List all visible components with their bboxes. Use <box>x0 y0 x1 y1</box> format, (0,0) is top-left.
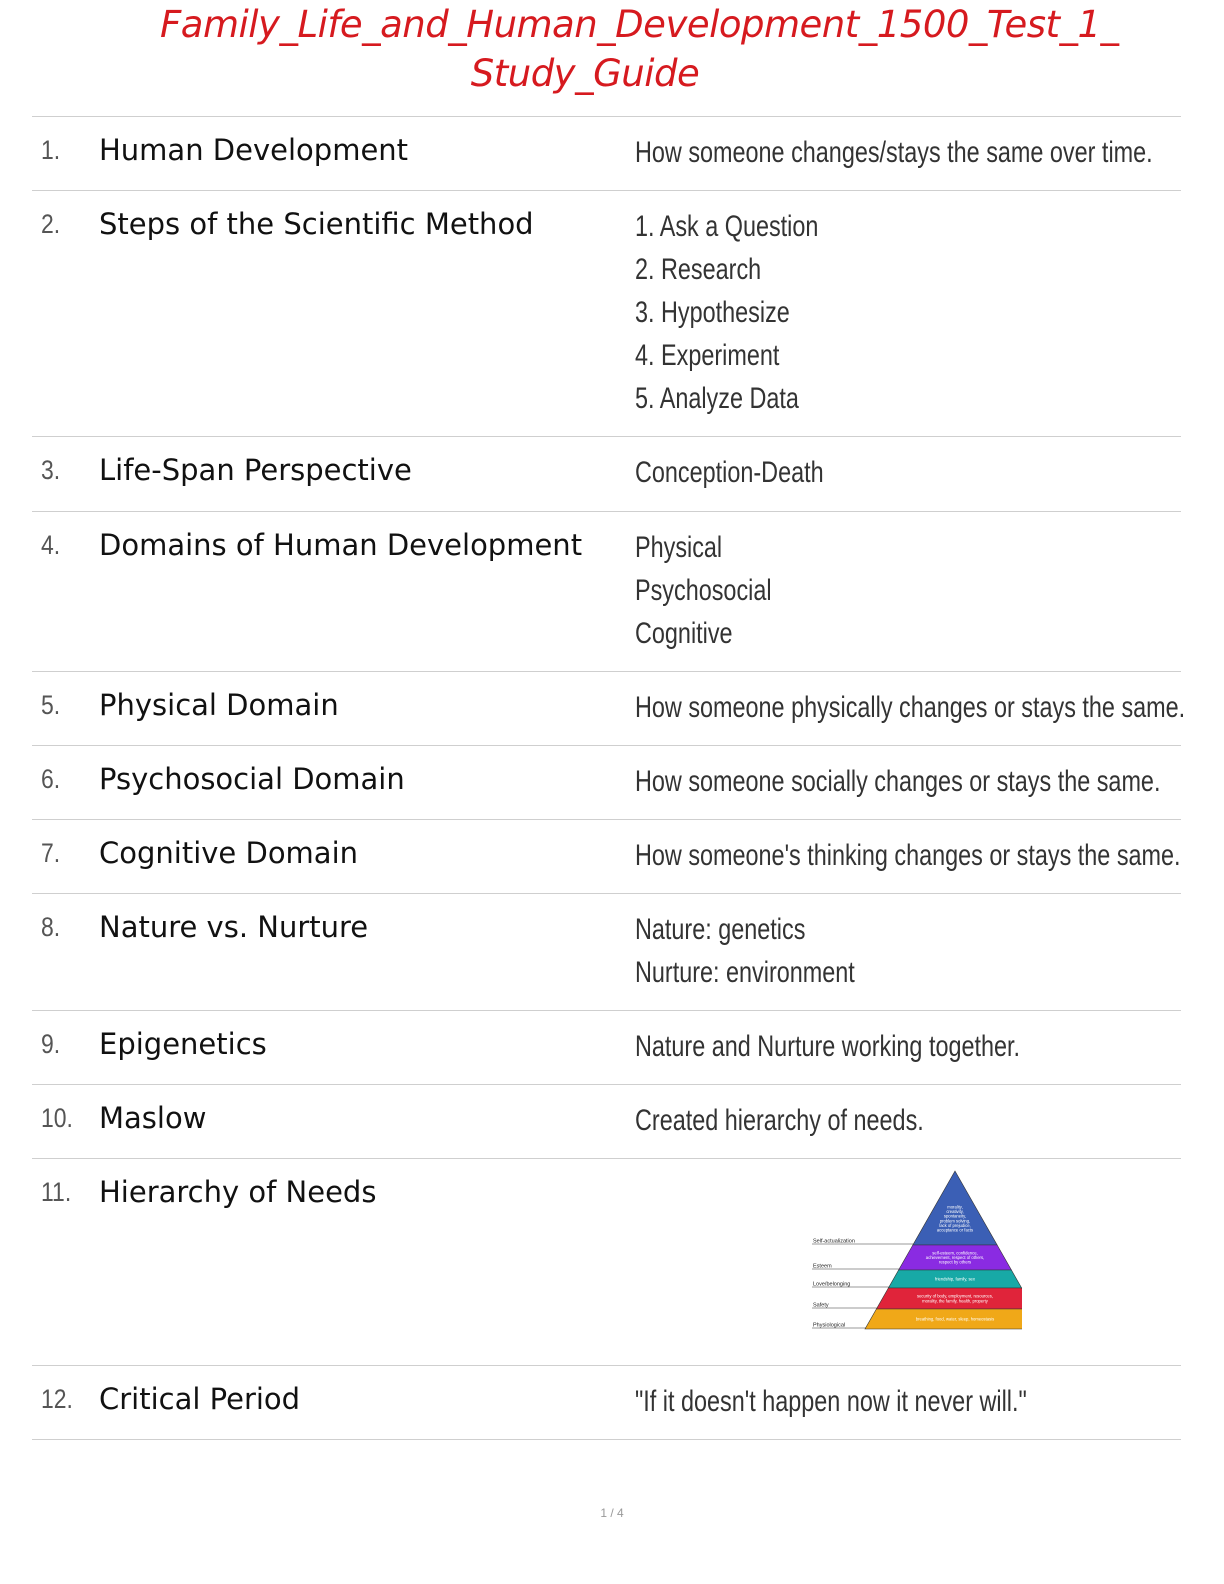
term: Life-Span Perspective <box>99 453 412 487</box>
definition-line: How someone physically changes or stays the same. <box>635 691 1186 724</box>
row-number: 6. <box>41 764 61 794</box>
pyramid-level-text: acceptance or facts <box>936 1227 974 1233</box>
pyramid-level-text: security of body, employment, resources, <box>916 1293 994 1299</box>
row-number: 5. <box>41 690 61 720</box>
pyramid-level-text: self-esteem, confidence, <box>932 1250 978 1256</box>
title-line-2: Study_Guide <box>470 52 700 95</box>
table-row <box>32 117 1181 191</box>
term: Hierarchy of Needs <box>99 1175 377 1209</box>
term: Critical Period <box>99 1382 301 1416</box>
row-number: 12. <box>41 1384 73 1414</box>
definition-line: Nature and Nurture working together. <box>635 1030 1021 1063</box>
pyramid-level-label: Esteem <box>813 1263 832 1270</box>
definition <box>635 205 818 420</box>
definition-line: How someone socially changes or stays the same. <box>635 765 1161 798</box>
table-row <box>32 746 1181 820</box>
pyramid-level-text: lack of prejudice, <box>939 1222 971 1228</box>
term: Cognitive Domain <box>99 836 359 870</box>
term: Nature vs. Nurture <box>99 910 369 944</box>
row-number: 7. <box>41 838 61 868</box>
definition <box>635 1099 924 1142</box>
row-number: 3. <box>41 455 61 485</box>
definition-line: 5. Analyze Data <box>635 382 799 415</box>
title-line-1: Family_Life_and_Human_Development_1500_Test_1_ <box>160 3 1119 46</box>
row-number: 1. <box>41 135 61 165</box>
term: Domains of Human Development <box>99 528 583 562</box>
definition <box>635 451 824 494</box>
pyramid-level-text: spontaneity, <box>943 1213 967 1219</box>
definition-line: "If it doesn't happen now it never will." <box>635 1385 1027 1418</box>
row-number: 2. <box>41 209 61 239</box>
hierarchy-of-needs-pyramid <box>777 1167 1022 1339</box>
table-row <box>32 1366 1181 1440</box>
pyramid-level-text: problem solving, <box>939 1218 971 1224</box>
row-number: 4. <box>41 530 61 560</box>
definition <box>635 834 1181 877</box>
pyramid-level-text: morality, the family, health, property <box>922 1298 988 1304</box>
study-guide-table <box>32 116 1186 1440</box>
definition-line: How someone's thinking changes or stays the same. <box>635 839 1181 872</box>
definition-line: 3. Hypothesize <box>635 296 790 329</box>
pyramid-level-label: Self-actualization <box>813 1238 855 1245</box>
definition-line: Conception-Death <box>635 456 824 489</box>
page-title <box>160 0 1119 98</box>
term: Steps of the Scientific Method <box>99 207 534 241</box>
row-number: 9. <box>41 1029 61 1059</box>
pyramid-level-text: breathing, food, water, sleep, homeostasis <box>915 1316 995 1322</box>
definition-line: Psychosocial <box>635 574 772 607</box>
definition-line: How someone changes/stays the same over time. <box>635 136 1153 169</box>
term: Psychosocial Domain <box>99 762 405 796</box>
definition <box>635 760 1160 803</box>
table-row <box>32 672 1186 746</box>
definition <box>635 526 772 655</box>
term: Epigenetics <box>99 1027 267 1061</box>
table-row <box>32 820 1181 894</box>
definition <box>635 1380 1027 1423</box>
term: Maslow <box>99 1101 207 1135</box>
table-row <box>32 1011 1181 1085</box>
term: Human Development <box>99 133 409 167</box>
table-row <box>32 1085 1181 1159</box>
pyramid-level-text: creativity, <box>946 1209 964 1215</box>
pyramid-level-text: respect by others <box>938 1259 972 1265</box>
definition <box>635 686 1185 729</box>
definition <box>635 1025 1020 1068</box>
page-number: 1 / 4 <box>600 1506 624 1520</box>
table-row <box>32 894 1181 1011</box>
definition-line: 1. Ask a Question <box>635 210 819 243</box>
row-number: 11. <box>41 1177 72 1207</box>
table-row <box>32 512 1181 672</box>
pyramid-level-label: Physiological <box>813 1322 846 1329</box>
definition-line: Physical <box>635 531 723 564</box>
table-row <box>32 437 1181 512</box>
pyramid-level-label: Love/belonging <box>813 1281 851 1288</box>
table-row <box>32 191 1181 437</box>
pyramid-level-text: friendship, family, sex <box>935 1276 975 1282</box>
definition-line: 4. Experiment <box>635 339 780 372</box>
pyramid-level-label: Safety <box>813 1302 829 1309</box>
definition-line: Created hierarchy of needs. <box>635 1104 924 1137</box>
table-row <box>32 1159 1181 1366</box>
pyramid-level-text: morality, <box>947 1204 963 1210</box>
definition-line: 2. Research <box>635 253 762 286</box>
row-number: 8. <box>41 912 61 942</box>
pyramid-level-text: achievement, respect of others, <box>925 1255 985 1260</box>
definition-line: Cognitive <box>635 617 733 650</box>
term: Physical Domain <box>99 688 339 722</box>
definition-line: Nurture: environment <box>635 956 855 989</box>
definition-line: Nature: genetics <box>635 913 806 946</box>
row-number: 10. <box>41 1103 73 1133</box>
definition <box>635 131 1153 174</box>
definition <box>635 908 855 994</box>
